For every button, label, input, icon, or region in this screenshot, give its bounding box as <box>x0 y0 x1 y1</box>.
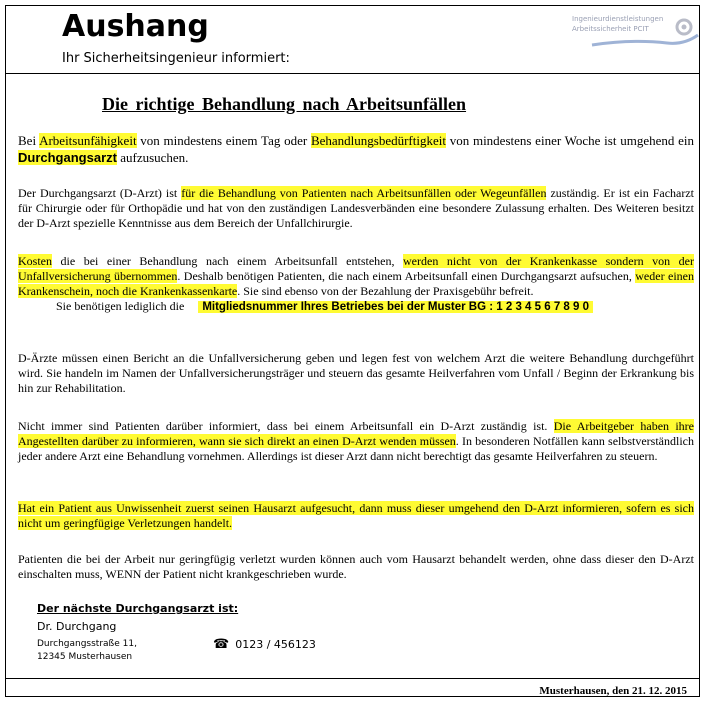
p6-highlight: Hat ein Patient aus Unwissenheit zuerst seinen Hausarzt aufgesucht, dann muss dieser umgehend den D-Arzt informieren, sofern es sich nicht um geringfügige Verletzungen handelt. <box>18 501 694 530</box>
phone-value: 0123 / 456123 <box>235 638 316 651</box>
p2-text: zuständig. Er ist ein Facharzt für Chirurgie oder für Orthopädie und hat von den zuständigen Landesverbänden eine besondere Zulassung erhalten. Des Weiteren besitzt der D-Arzt spezielle Kenntnisse aus dem Bereich der Unfallchirurgie. <box>18 186 695 230</box>
header <box>6 6 699 74</box>
footer-place-date: Musterhausen, den 21. 12. 2015 <box>539 685 687 697</box>
logo-line-1: Ingenieurdienstleistungen <box>572 15 664 23</box>
doctor-name: Dr. Durchgang <box>37 620 117 633</box>
p2-text: Der Durchgangsarzt (D-Arzt) ist <box>18 186 182 200</box>
paragraph-6 <box>18 501 694 531</box>
header-title: Aushang <box>62 9 209 44</box>
p3-highlight-3: weder einen Krankenschein, noch die Krankenkassenkarte <box>18 269 694 298</box>
p1-text: von mindestens einem Tag oder <box>136 133 311 148</box>
paragraph-3 <box>18 254 694 315</box>
p5-text: Nicht immer sind Patienten darüber informiert, dass bei einem Arbeitsunfall ein D-Arzt zuständig ist. <box>18 419 554 433</box>
contact-heading: Der nächste Durchgangsarzt ist: <box>37 602 239 615</box>
logo-line-2: Arbeitssicherheit PCIT <box>572 25 649 33</box>
doctor-city: 12345 Musterhausen <box>37 652 133 662</box>
notice-frame <box>5 5 700 697</box>
paragraph-4: D-Ärzte müssen einen Bericht an die Unfallversicherung geben und legen fest von welchem Arzt die weitere Behandlung durchgeführt wird. Sie handeln im Namen der Unfallversicherungsträger und steuern das gesamte Heilverfahren vom Unfall / Beginn der Erkrankung bis hin zur Rehabilitation. <box>18 351 694 395</box>
p1-text: Bei <box>18 133 40 148</box>
paragraph-1 <box>18 132 694 166</box>
p3-highlight-1: Kosten <box>18 254 52 268</box>
p3-highlight-2: werden nicht von der Krankenkasse sondern von der Unfallversicherung übernommen <box>18 254 694 283</box>
p1-highlight-2: Behandlungsbedürftigkeit <box>310 133 446 148</box>
header-subtitle: Ihr Sicherheitsingenieur informiert: <box>62 51 290 66</box>
member-number-highlight: Mitgliedsnummer Ihres Betriebes bei der Muster BG : 1 2 3 4 5 6 7 8 9 0 <box>198 301 593 313</box>
p1-text: aufzusuchen. <box>116 150 189 165</box>
p2-highlight: für die Behandlung von Patienten nach Arbeitsunfällen oder Wegeunfällen <box>181 186 547 200</box>
footer-divider <box>6 678 699 679</box>
p5-highlight: Die Arbeitgeber haben ihre Angestellten darüber zu informieren, wann sie sich direkt an einen D-Arzt wenden müssen <box>18 419 694 448</box>
p3-text: . Deshalb benötigen Patienten, die nach einem Arbeitsunfall einen Durchgangsarzt aufsuchen, <box>177 269 636 283</box>
p1-highlight-1: Arbeitsunfähigkeit <box>39 133 137 148</box>
phone-number <box>213 637 316 652</box>
p3-text: die bei einer Behandlung nach einem Arbeitsunfall entstehen, <box>52 254 404 268</box>
contact-block <box>37 602 238 662</box>
paragraph-5 <box>18 419 694 464</box>
member-number-line <box>18 299 694 315</box>
p5-text: . In besonderen Notfällen kann selbstverständlich jeder andere Arzt eine Behandlung vornehmen. Allerdings ist dieser Arzt dann nicht berechtigt das gesamte Heilverfahren zu steuern. <box>18 434 695 463</box>
p1-text: von mindestens einer Woche ist umgehend ein <box>445 133 694 148</box>
paragraph-7: Patienten die bei der Arbeit nur geringfügig verletzt wurden können auch vom Hausarzt behandelt werden, ohne dass dieser den D-Arzt einschalten muss, WENN der Patient nicht krankgeschrieben wurde. <box>18 552 694 581</box>
paragraph-2 <box>18 186 694 231</box>
telephone-icon: ☎ <box>213 637 230 652</box>
company-logo <box>572 15 702 51</box>
doctor-street: Durchgangsstraße 11, <box>37 639 137 649</box>
document-title: Die richtige Behandlung nach Arbeitsunfällen <box>102 94 467 114</box>
member-number-label: Sie benötigen lediglich die <box>56 299 185 313</box>
p1-highlight-3: Durchgangsarzt <box>18 150 117 165</box>
p3-text: . Sie sind ebenso von der Bezahlung der Praxisgebühr befreit. <box>237 284 534 298</box>
gear-hand-icon <box>572 15 702 51</box>
